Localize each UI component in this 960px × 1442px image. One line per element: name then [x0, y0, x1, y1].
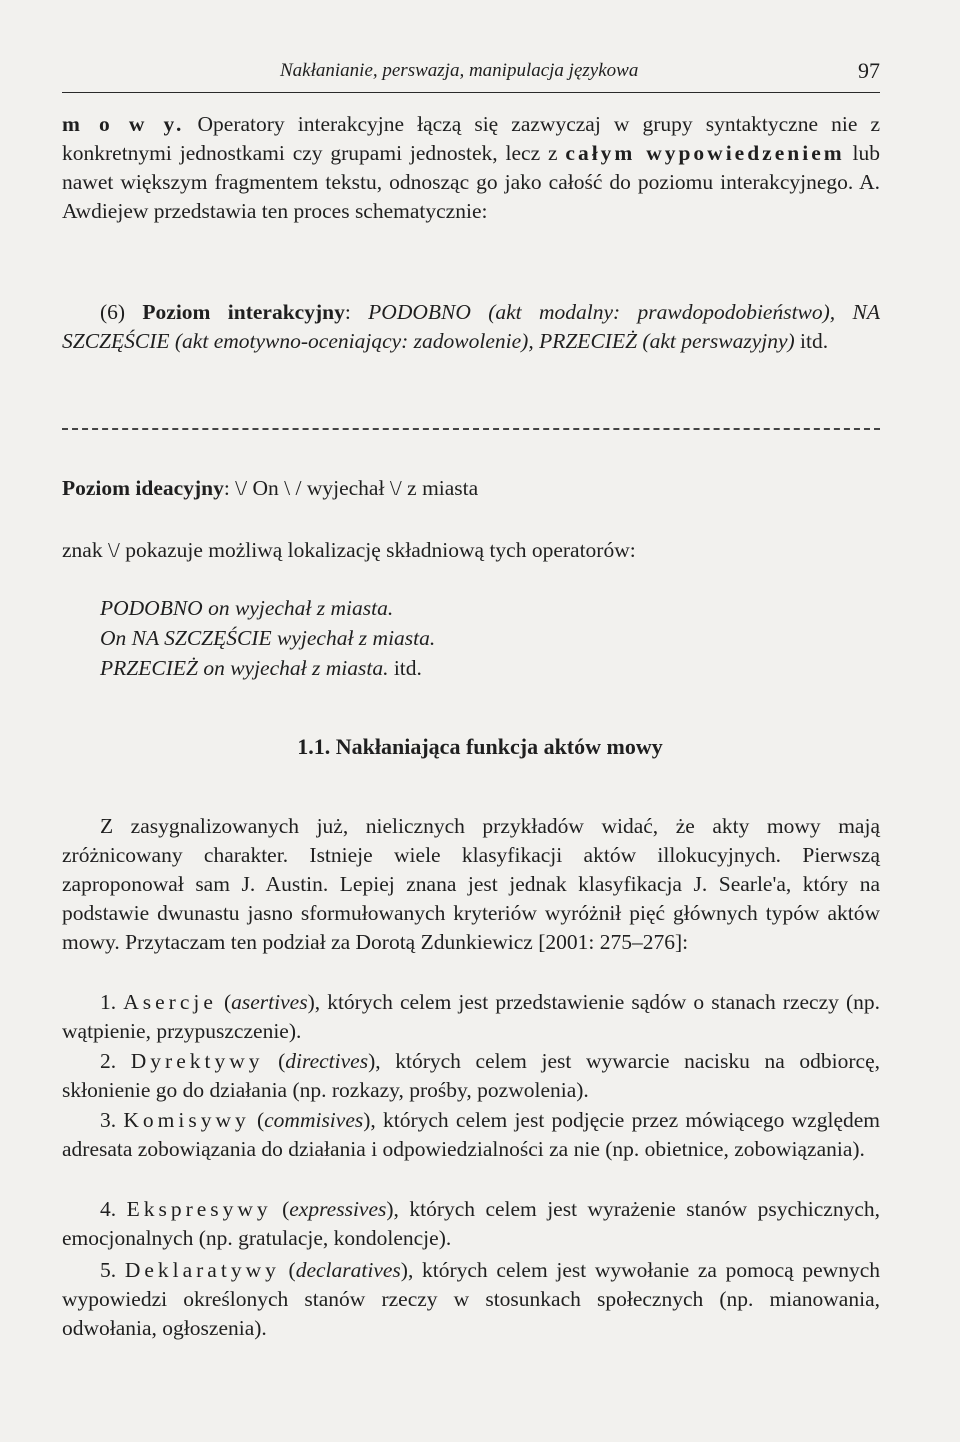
item-desc: ), których celem jest wywarcie nacisku na odbiorcę, skłonienie go do działania (np. rozkazy, prośby, pozwolenia).: [62, 1049, 880, 1102]
example-number: (6): [100, 300, 143, 324]
item-english: commisives: [264, 1108, 364, 1132]
page-number: 97: [858, 58, 880, 83]
item-desc: ), których celem jest przedstawienie sądów o stanach rzeczy (np. wątpienie, przypuszczenie).: [62, 990, 880, 1043]
section-heading: 1.1. Nakłaniająca funkcja aktów mowy: [297, 734, 663, 759]
list-item: 5. Deklaratywy (declaratives), których celem jest wywołanie za pomocą pewnych wypowiedzi określonych stanów rzeczy w stosunkach społecznych (np. mianowania, odwołania, ogłoszenia).: [62, 1258, 881, 1340]
operator-list: PODOBNO (akt modalny: prawdopodobieństwo), NA SZCZĘŚCIE (akt emotywno-oceniający: zadowolenie), PRZECIEŻ (akt perswazyjny): [62, 300, 880, 353]
running-title: Nakłanianie, perswazja, manipulacja językowa: [280, 60, 639, 81]
running-header: [62, 58, 880, 93]
item-number: 1.: [100, 990, 124, 1014]
example-sentence: On NA SZCZĘŚCIE wyjechał z miasta.: [100, 626, 436, 650]
item-desc: ), których celem jest wywołanie za pomocą pewnych wypowiedzi określonych stanów rzeczy w stosunkach społecznych (np. mianowania, odwołania, ogłoszenia).: [62, 1258, 881, 1340]
example-6: [62, 298, 880, 356]
item-term: Deklaratywy: [124, 1258, 280, 1282]
item-term: Komisywy: [123, 1108, 250, 1132]
list-item: 1. Asercje (asertives), których celem jest przedstawienie sądów o stanach rzeczy (np. wątpienie, przypuszczenie).: [62, 990, 880, 1043]
example-tail: itd.: [794, 329, 829, 353]
spaced-phrase: całym wypowiedzeniem: [565, 141, 845, 165]
ideational-level: [62, 474, 880, 503]
list-item: 4. Ekspresywy (expressives), których celem jest wyrażenie stanów psychicznych, emocjonalnych (np. gratulacje, kondolencje).: [62, 1197, 880, 1250]
example-sentence: PRZECIEŻ on wyjechał z miasta.: [100, 656, 389, 680]
colon: :: [344, 300, 369, 324]
level-label: Poziom ideacyjny: [62, 476, 224, 500]
paragraph-operators: [62, 110, 880, 226]
item-term: Asercje: [123, 990, 217, 1014]
item-english: asertives: [231, 990, 308, 1014]
dashed-divider: [62, 428, 880, 430]
list-item: 2. Dyrektywy (directives), których celem jest wywarcie nacisku na odbiorcę, skłonienie go do działania (np. rozkazy, prośby, pozwolenia).: [62, 1049, 880, 1102]
paragraph-text: Operatory interakcyjne łączą się zazwyczaj w grupy syntaktyczne nie z konkretnymi jednostkami czy grupami jednostek, lecz z: [62, 112, 881, 165]
item-number: 4.: [100, 1197, 127, 1221]
item-term: Ekspresywy: [126, 1197, 272, 1221]
item-term: Dyrektywy: [130, 1049, 264, 1073]
example-sentence: PODOBNO on wyjechał z miasta.: [100, 596, 394, 620]
item-number: 2.: [100, 1049, 131, 1073]
ideational-sentence: : \/ On \ / wyjechał \/ z miasta: [223, 476, 479, 500]
item-english: expressives: [289, 1197, 387, 1221]
item-english: declaratives: [295, 1258, 401, 1282]
intro-paragraph: Z zasygnalizowanych już, nielicznych przykładów widać, że akty mowy mają zróżnicowany charakter. Istnieje wiele klasyfikacji aktów illokucyjnych. Pierwszą zaproponował sam J. Austin. Lepiej znana jest jednak klasyfikacja J. Searle'a, który na podstawie dwunastu jasno sformułowanych kryteriów wyróżnił pięć głównych typów aktów mowy. Przytaczam ten podział za Dorotą Zdunkiewicz [2001: 275–276]:: [62, 814, 880, 954]
example-sentence-last: [100, 654, 422, 683]
spaced-word: m o w y.: [62, 112, 185, 136]
item-number: 3.: [100, 1108, 124, 1132]
item-number: 5.: [100, 1258, 125, 1282]
paragraph-text: lub nawet większym fragmentem tekstu, odnosząc go jako całość do poziomu interakcyjnego. A. Awdiejew przedstawia ten proces schematycznie:: [62, 141, 880, 223]
list-item: 3. Komisywy (commisives), których celem jest podjęcie przez mówiącego względem adresata zobowiązania do działania i odpowiedzialności za nie (np. obietnice, zobowiązania).: [62, 1108, 881, 1161]
item-desc: ), których celem jest wyrażenie stanów psychicznych, emocjonalnych (np. gratulacje, kondolencje).: [62, 1197, 880, 1250]
item-desc: ), których celem jest podjęcie przez mówiącego względem adresata zobowiązania do działania i odpowiedzialności za nie (np. obietnice, zobowiązania).: [62, 1108, 881, 1161]
sign-note: znak \/ pokazuje możliwą lokalizację składniową tych operatorów:: [62, 538, 636, 562]
examples-tail: itd.: [388, 656, 422, 680]
item-english: directives: [285, 1049, 369, 1073]
level-label: Poziom interakcyjny: [142, 300, 345, 324]
